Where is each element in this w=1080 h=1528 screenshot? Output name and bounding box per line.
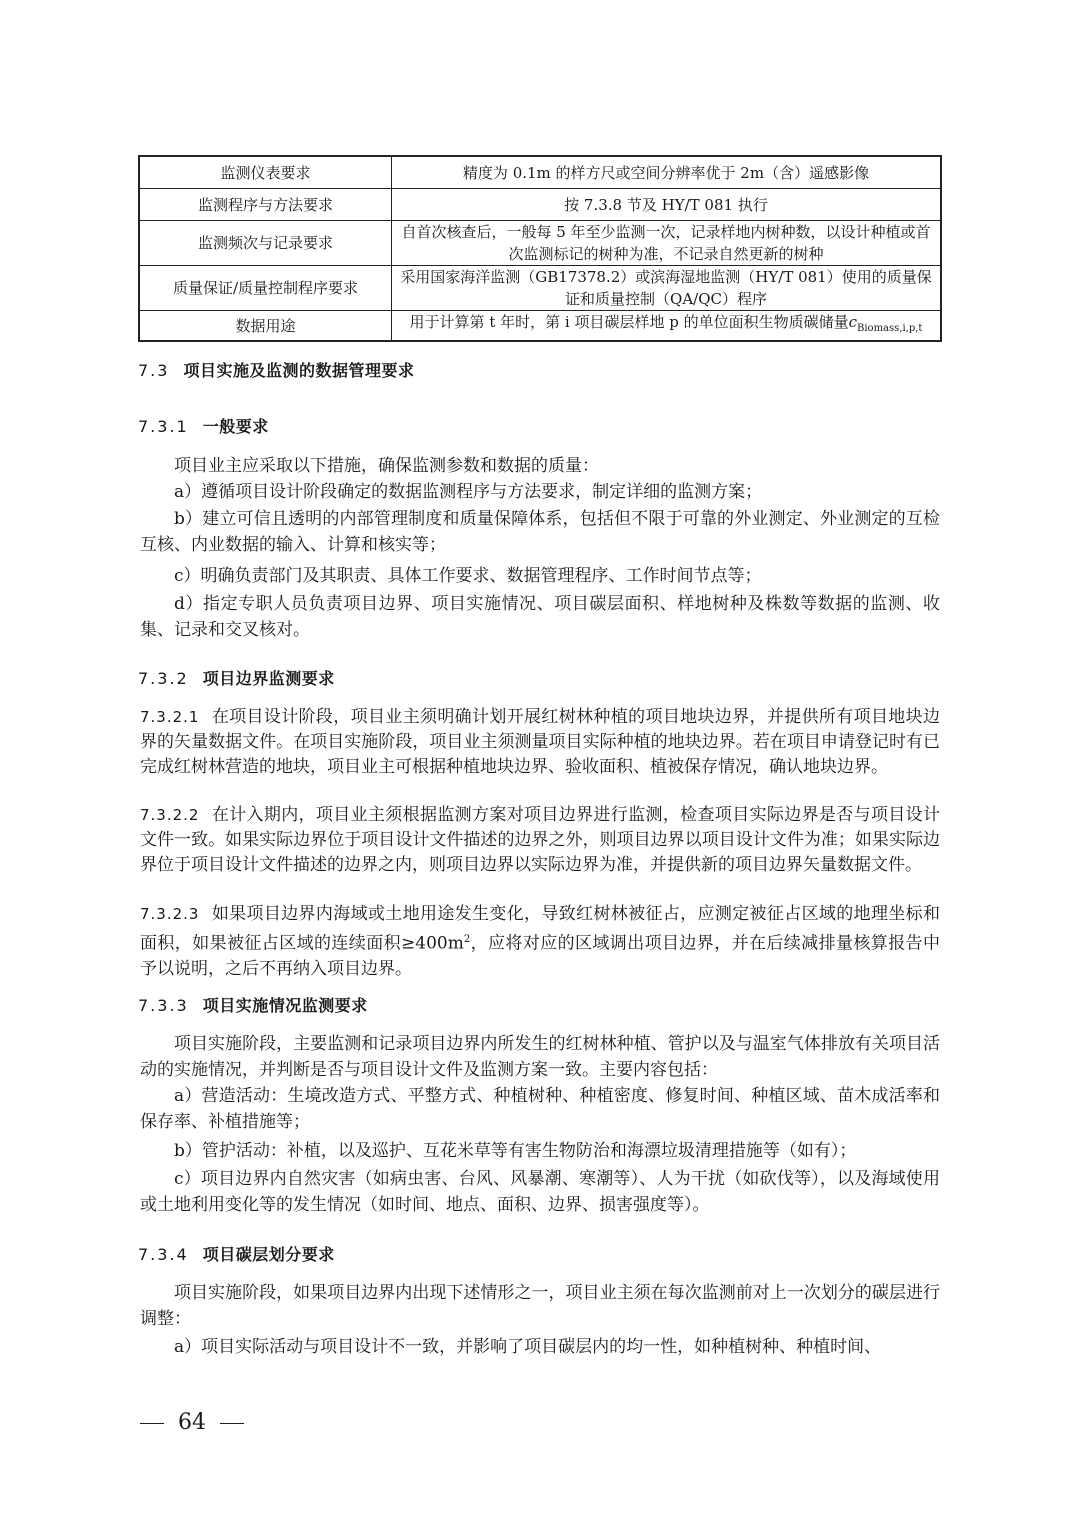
- clause-number: 7.3.2.2: [140, 806, 200, 824]
- section-heading-7-3-3: [138, 993, 368, 1016]
- table-key-cell: 监测频次与记录要求: [139, 221, 392, 266]
- table-key-cell: 监测程序与方法要求: [139, 189, 392, 221]
- table-row: [139, 221, 941, 266]
- table-value-cell: 按 7.3.8 节及 HY/T 081 执行: [392, 189, 942, 221]
- footer-dash-right: [220, 1423, 244, 1424]
- list-item: a）项目实际活动与项目设计不一致，并影响了项目碳层内的均一性，如种植树种、种植时间、: [174, 1337, 882, 1357]
- page-footer: [140, 1410, 258, 1435]
- section-number: 7.3: [138, 361, 170, 380]
- section-heading-7-3-2: [138, 666, 335, 689]
- section-title: 项目实施及监测的数据管理要求: [183, 361, 415, 380]
- list-item: a）遵循项目设计阶段确定的数据监测程序与方法要求，制定详细的监测方案；: [174, 482, 763, 502]
- paragraph: 项目业主应采取以下措施，确保监测参数和数据的质量：: [174, 456, 599, 476]
- clause-7-3-2-2: [140, 803, 940, 878]
- data-usage-text: 用于计算第 t 年时，第 i 项目碳层样地 p 的单位面积生物质碳储量: [409, 313, 849, 331]
- clause-7-3-2-1: [140, 705, 940, 780]
- carbon-stock-symbol: c: [848, 313, 857, 331]
- section-title: 项目实施情况监测要求: [202, 996, 368, 1015]
- paragraph: 项目实施阶段，如果项目边界内出现下述情形之一，项目业主须在每次监测前对上一次划分的碳层进行调整：: [140, 1283, 940, 1329]
- list-item: a）营造活动：生境改造方式、平整方式、种植树种、种植密度、修复时间、种植区域、苗木成活率和保存率、补植措施等；: [140, 1086, 940, 1132]
- section-heading-7-3-4: [138, 1242, 335, 1265]
- carbon-stock-subscript: Biomass,i,p,t: [857, 323, 923, 334]
- section-number: 7.3.1: [138, 417, 189, 436]
- section-number: 7.3.2: [138, 669, 189, 688]
- clause-text: 如果项目边界内海域或土地用途发生变化，导致红树林被征占，应测定被征占区域的地理坐标和面积，如果被征占区域的连续面积≥400m: [140, 904, 940, 954]
- footer-dash-left: [140, 1423, 164, 1424]
- clause-number: 7.3.2.3: [140, 905, 200, 923]
- section-number: 7.3.3: [138, 996, 189, 1015]
- list-item: c）明确负责部门及其职责、具体工作要求、数据管理程序、工作时间节点等；: [174, 566, 762, 586]
- page-number: 64: [178, 1410, 206, 1435]
- table-value-cell: 采用国家海洋监测（GB17378.2）或滨海湿地监测（HY/T 081）使用的质量保证和质量控制（QA/QC）程序: [392, 266, 942, 311]
- monitoring-parameter-table: [138, 155, 942, 342]
- table-row: [139, 189, 941, 221]
- list-item: d）指定专职人员负责项目边界、项目实施情况、项目碳层面积、样地树种及株数等数据的监测、收集、记录和交叉核对。: [140, 594, 940, 640]
- table-value-cell: 自首次核查后，一般每 5 年至少监测一次，记录样地内树种数，以设计种植或首次监测标记的树种为准，不记录自然更新的树种: [392, 221, 942, 266]
- table-row: [139, 156, 941, 189]
- superscript: 2: [463, 934, 471, 945]
- section-heading-7-3-1: [138, 414, 269, 437]
- table-key-cell: 数据用途: [139, 311, 392, 342]
- list-item: c）项目边界内自然灾害（如病虫害、台风、风暴潮、寒潮等）、人为干扰（如砍伐等），以及海域使用或土地利用变化等的发生情况（如时间、地点、面积、边界、损害强度等）。: [140, 1169, 940, 1215]
- section-number: 7.3.4: [138, 1245, 189, 1264]
- list-item: b）管护活动：补植，以及巡护、互花米草等有害生物防治和海漂垃圾清理措施等（如有）；: [174, 1141, 857, 1161]
- clause-number: 7.3.2.1: [140, 708, 200, 726]
- section-title: 项目碳层划分要求: [202, 1245, 335, 1264]
- clause-text-cont: ，应将对应的区域调出项目边界，并在后续减排量核算报告中予以说明，之后不再纳入项目边界。: [140, 933, 941, 979]
- clause-text: 在计入期内，项目业主须根据监测方案对项目边界进行监测，检查项目实际边界是否与项目设计文件一致。如果实际边界位于项目设计文件描述的边界之外，则项目边界以项目设计文件为准；如果实际边界位于项目设计文件描述的边界之内，则项目边界以实际边界为准，并提供新的项目边界矢量数据文件。: [140, 805, 940, 875]
- section-heading-7-3: [138, 358, 414, 381]
- table-key-cell: 监测仪表要求: [139, 156, 392, 189]
- table-value-cell: 精度为 0.1m 的样方尺或空间分辨率优于 2m（含）遥感影像: [392, 156, 942, 189]
- table-row: [139, 266, 941, 311]
- table-row: [139, 311, 941, 342]
- section-title: 项目边界监测要求: [202, 669, 335, 688]
- section-title: 一般要求: [202, 417, 269, 436]
- table-value-cell: [392, 311, 942, 342]
- table-key-cell: 质量保证/质量控制程序要求: [139, 266, 392, 311]
- clause-7-3-2-3: [140, 902, 940, 982]
- list-item: b）建立可信且透明的内部管理制度和质量保障体系，包括但不限于可靠的外业测定、外业测定的互检互核、内业数据的输入、计算和核实等；: [140, 509, 940, 555]
- paragraph: 项目实施阶段，主要监测和记录项目边界内所发生的红树林种植、管护以及与温室气体排放有关项目活动的实施情况，并判断是否与项目设计文件及监测方案一致。主要内容包括：: [140, 1034, 940, 1080]
- clause-text: 在项目设计阶段，项目业主须明确计划开展红树林种植的项目地块边界，并提供所有项目地块边界的矢量数据文件。在项目实施阶段，项目业主须测量项目实际种植的地块边界。若在项目申请登记时有已完成红树林营造的地块，项目业主可根据种植地块边界、验收面积、植被保存情况，确认地块边界。: [140, 707, 940, 777]
